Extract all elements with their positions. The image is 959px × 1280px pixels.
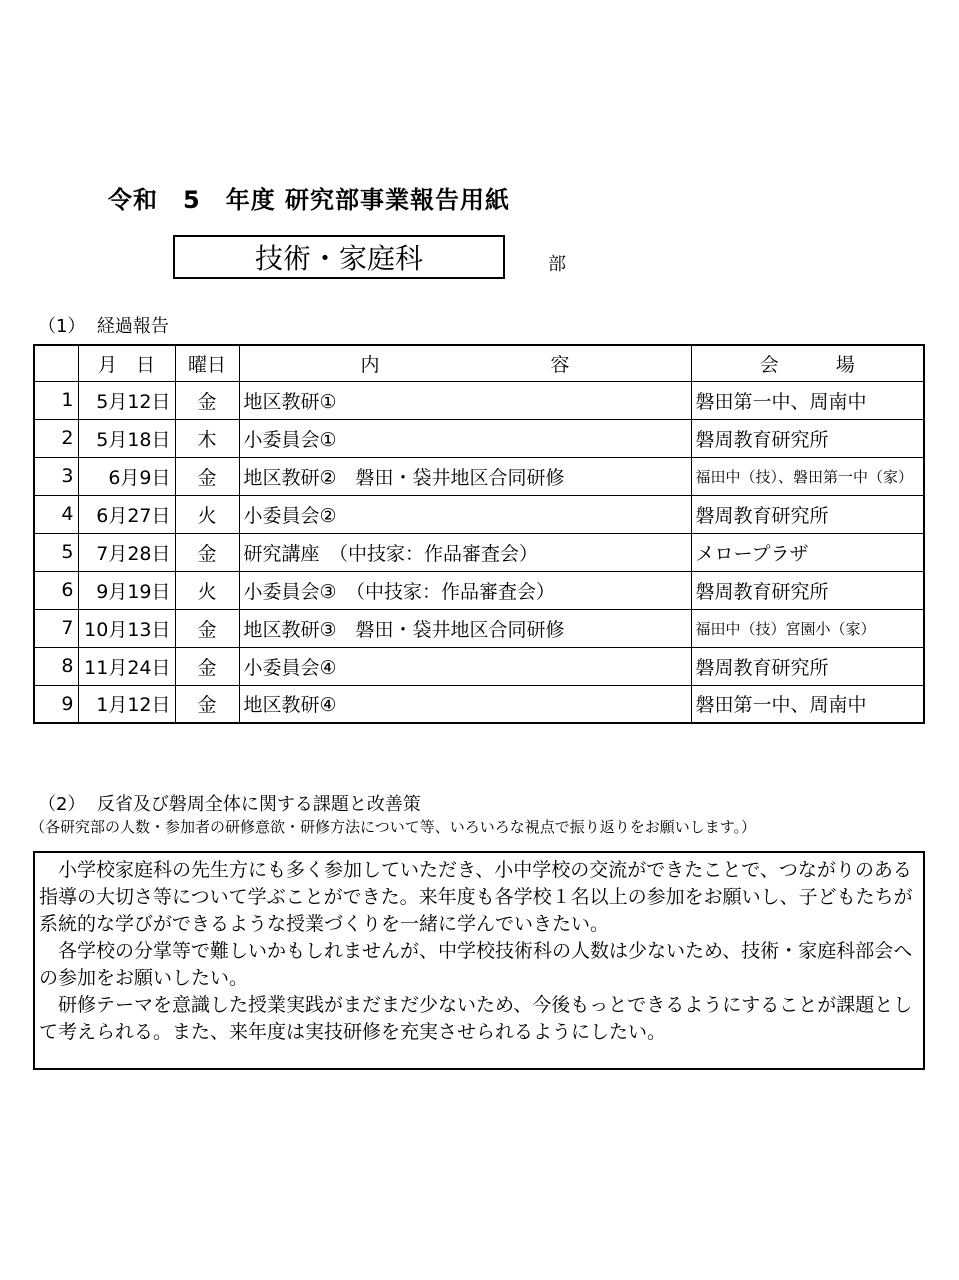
table-row [34, 609, 924, 647]
row-content: 地区教研③ 磐田・袋井地区合同研修 [239, 609, 691, 647]
row-date: 6月9日 [78, 457, 175, 495]
row-venue: 磐周教育研究所 [691, 571, 924, 609]
row-number: 1 [34, 381, 78, 419]
row-day: 金 [175, 609, 239, 647]
row-date: 5月18日 [78, 419, 175, 457]
table-row [34, 647, 924, 685]
row-date: 9月19日 [78, 571, 175, 609]
table-row [34, 685, 924, 723]
header-day: 曜日 [175, 345, 239, 381]
row-day: 金 [175, 381, 239, 419]
row-day: 金 [175, 685, 239, 723]
row-number: 2 [34, 419, 78, 457]
header-no [34, 345, 78, 381]
row-content: 地区教研① [239, 381, 691, 419]
row-content: 小委員会① [239, 419, 691, 457]
section2-note: （各研究部の人数・参加者の研修意欲・研修方法について等、いろいろな視点で振り返りをお願いします。） [30, 818, 757, 836]
row-venue: 福田中（技）、磐田第一中（家） [691, 457, 924, 495]
row-number: 6 [34, 571, 78, 609]
row-day: 火 [175, 495, 239, 533]
reflection-textbox: 小学校家庭科の先生方にも多く参加していただき、小中学校の交流ができたことで、つながりのある指導の大切さ等について学ぶことができた。来年度も各学校１名以上の参加をお願いし、子どもたちが系統的な学びができるような授業づくりを一緒に学んでいきたい。 各学校の分掌等で難しいかもしれませんが、中学校技術科の人数は少ないため、技術・家庭科部会への参加をお願いしたい。 研修テーマを意識した授業実践がまだまだ少ないため、今後もっとできるようにすることが課題として考えられる。また、来年度は実技研修を充実させられるようにしたい。 [33, 851, 925, 1070]
table-row [34, 457, 924, 495]
row-venue: 磐田第一中、周南中 [691, 685, 924, 723]
table-header-row [34, 345, 924, 381]
header-content: 内 容 [239, 345, 691, 381]
row-day: 金 [175, 533, 239, 571]
row-content: 小委員会② [239, 495, 691, 533]
header-venue: 会 場 [691, 345, 924, 381]
row-venue: 磐田第一中、周南中 [691, 381, 924, 419]
row-number: 8 [34, 647, 78, 685]
row-content: 地区教研② 磐田・袋井地区合同研修 [239, 457, 691, 495]
row-venue: 福田中（技）宮園小（家） [691, 609, 924, 647]
row-venue: 磐周教育研究所 [691, 647, 924, 685]
table-body [34, 381, 924, 723]
row-number: 9 [34, 685, 78, 723]
table-row [34, 381, 924, 419]
row-day: 木 [175, 419, 239, 457]
table-row [34, 533, 924, 571]
row-day: 火 [175, 571, 239, 609]
department-name: 技術・家庭科 [254, 242, 423, 275]
activity-report-table [33, 344, 925, 724]
row-content: 地区教研④ [239, 685, 691, 723]
table-row [34, 495, 924, 533]
page-title: 令和 5 年度 研究部事業報告用紙 [108, 186, 511, 214]
section1-heading: （1） 経過報告 [38, 316, 169, 337]
row-number: 5 [34, 533, 78, 571]
department-box [173, 235, 505, 279]
table-row [34, 419, 924, 457]
row-day: 金 [175, 457, 239, 495]
header-date: 月 日 [78, 345, 175, 381]
row-venue: メロープラザ [691, 533, 924, 571]
section2-heading: （2） 反省及び磐周全体に関する課題と改善策 [38, 794, 421, 815]
row-number: 3 [34, 457, 78, 495]
row-date: 6月27日 [78, 495, 175, 533]
row-content: 研究講座 （中技家：作品審査会） [239, 533, 691, 571]
row-content: 小委員会③ （中技家：作品審査会） [239, 571, 691, 609]
row-content: 小委員会④ [239, 647, 691, 685]
row-date: 7月28日 [78, 533, 175, 571]
department-suffix: 部 [548, 254, 566, 275]
row-date: 10月13日 [78, 609, 175, 647]
row-venue: 磐周教育研究所 [691, 419, 924, 457]
row-day: 金 [175, 647, 239, 685]
table-row [34, 571, 924, 609]
row-date: 1月12日 [78, 685, 175, 723]
row-number: 4 [34, 495, 78, 533]
row-date: 11月24日 [78, 647, 175, 685]
row-venue: 磐周教育研究所 [691, 495, 924, 533]
row-date: 5月12日 [78, 381, 175, 419]
row-number: 7 [34, 609, 78, 647]
